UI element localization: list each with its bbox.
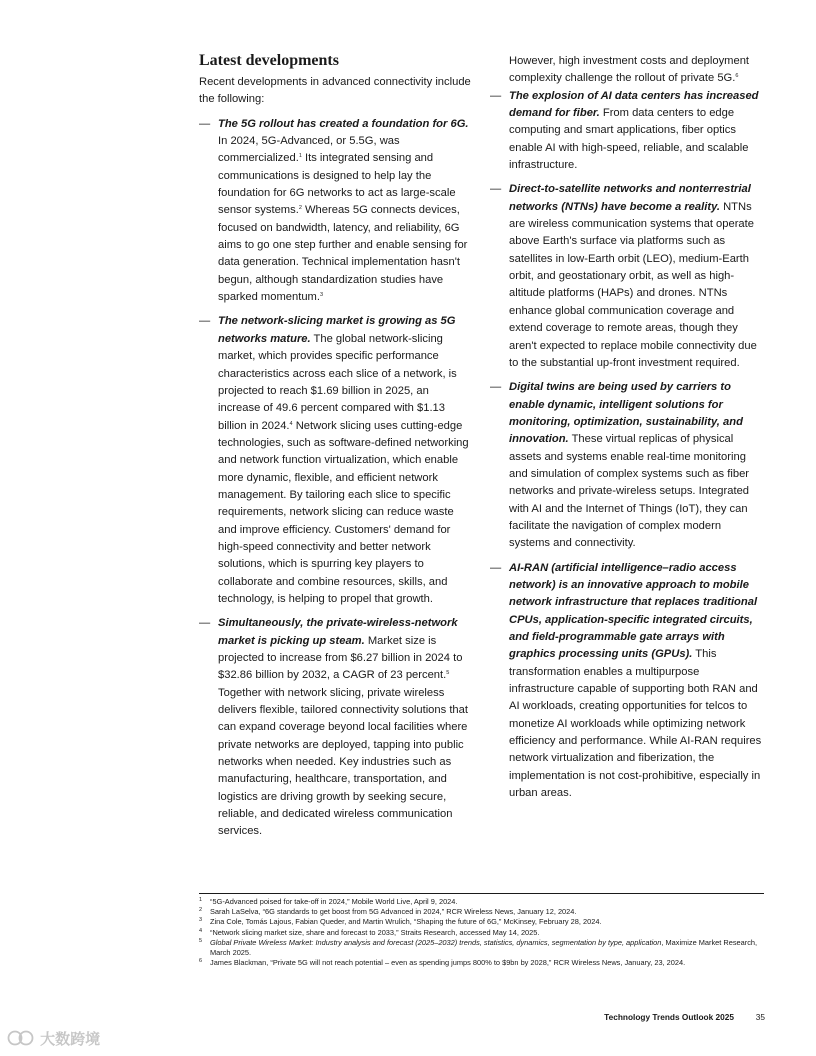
right-column (490, 50, 765, 802)
bullet-lead: Direct-to-satellite networks and nonterrestrial networks (NTNs) have become a reality. (509, 183, 751, 213)
bullet-item (199, 313, 473, 608)
text-run: NTNs are wireless communication systems that operate above Earth's surface via platforms such as satellites in low-Earth orbit (LEO), medium-Earth orbit, and geostationary orbit, as well as high-altitude platforms (HAPs) and drones. NTNs enhance global communication coverage and extend coverage to remote areas, though they aren't expected to replace mobile connectivity due to the substantial up-front investment required. (509, 200, 757, 369)
bullet-item (490, 88, 765, 175)
text-run: Zina Cole, Tomás Lajous, Fabian Queder, and Martin Wrulich, “Shaping the future of 6G,” McKinsey, February 28, 2024. (210, 917, 602, 927)
text-run: Sarah LaSelva, “6G standards to get boost from 5G Advanced in 2024,” RCR Wireless News, January 12, 2024. (210, 907, 577, 917)
bullet-text (509, 88, 765, 175)
left-column (199, 50, 473, 841)
bullet-lead: AI-RAN (artificial intelligence–radio access network) is an innovative approach to mobile network infrastructure that replaces traditional CPUs, application-specific integrated circuits, and field-programmable gate arrays with graphics processing units (GPUs). (509, 561, 758, 661)
watermark-text: 大数跨境 (40, 1031, 101, 1048)
footnote-item (199, 917, 764, 927)
text-run: , Maximize Market Research, March 2025. (210, 937, 758, 958)
text-run: Network slicing uses cutting-edge technologies, such as software-defined networking and network function virtualization, which enable more dynamic, flexible, and efficient network management. By tailoring each slice to specific requirements, network slicing can reduce waste and improve efficiency. Customers' demand for high-speed connectivity and better network solutions, which is spurring key players to collaborate and combine resources, skills, and technology, is helping to propel that growth. (218, 419, 469, 605)
bullet-text (509, 379, 765, 552)
continued-paragraph (509, 53, 765, 88)
bullet-text (509, 181, 765, 372)
bullet-dash: — (490, 183, 502, 196)
bullet-item (199, 116, 473, 307)
text-run: These virtual replicas of physical assets and systems enable real-time monitoring and simulation of complex systems such as fiber networks and private-wireless setups. Integrated with AI and the Internet of Things (IoT), they can facilitate the navigation of complex modern systems and connectivity. (509, 433, 750, 550)
bullet-item (490, 181, 765, 372)
footnote-item (199, 897, 764, 907)
footnote-number: 5 (199, 937, 203, 944)
text-run: Together with network slicing, private wireless delivers flexible, tailored connectivity solutions that can expand coverage beyond local facilities where private networks are deployed, tapping into public networks when needed. Key industries such as manufacturing, healthcare, transportation, and logistics are driving growth by seeking secure, reliable, and dedicated wireless communication services. (218, 686, 468, 838)
footnote-number: 1 (199, 897, 203, 903)
text-run: The global network-slicing market, which provides specific performance characteristics across each slice of a network, is projected to reach $1.69 billion in 2025, an increase of 49.6 percent compared with $1.13 billion in 2024. (218, 332, 457, 432)
text-run: Market size is projected to increase from $6.27 billion in 2024 to $32.86 billion by 2032, a CAGR of 23 percent. (218, 634, 463, 682)
bullet-text (218, 615, 473, 840)
footnote-number: 2 (199, 907, 203, 914)
bullet-dash: — (199, 117, 211, 130)
bullet-lead: Digital twins are being used by carriers to enable dynamic, intelligent solutions for monitoring, optimization, sustainability, and innovation. (509, 381, 743, 446)
footnote-ref: 2 (298, 205, 302, 212)
bullet-item (490, 560, 765, 803)
text-run: In 2024, 5G-Advanced, or 5.5G, was commercialized. (218, 135, 400, 165)
bullet-text (218, 313, 473, 608)
bullet-dash: — (490, 381, 502, 394)
text-run: “5G-Advanced poised for take-off in 2024,” Mobile World Live, April 9, 2024. (210, 897, 458, 906)
watermark (6, 1028, 100, 1049)
footnote-item (199, 907, 764, 917)
footnote-ref: 5 (446, 670, 450, 677)
bullet-dash: — (490, 561, 502, 574)
text-run: Whereas 5G connects devices, focused on bandwidth, latency, and reliability, 6G aims to go one step further and enable sensing for data generation. Technical implementation hasn't begun, although standardization studies have sparked momentum. (218, 204, 468, 304)
text-run: “Network slicing market size, share and forecast to 2033,” Straits Research, accessed May 14, 2025. (210, 927, 540, 937)
bullet-lead: The 5G rollout has created a foundation for 6G. (218, 117, 469, 130)
footnote-item (199, 958, 764, 968)
section-intro: Recent developments in advanced connectivity include the following: (199, 76, 471, 106)
footnote-item (199, 928, 764, 938)
text-run: However, high investment costs and deployment complexity challenge the rollout of private 5G. (509, 55, 750, 85)
watermark-logo-icon (6, 1029, 36, 1047)
footnote-ref: 4 (289, 420, 293, 427)
bullet-item (199, 615, 473, 840)
bullet-item (490, 379, 765, 552)
italic-text: Global Private Wireless Market: Industry analysis and forecast (2025–2032) trends, statistics, dynamics, segmentation by type, application (210, 937, 662, 947)
report-title: Technology Trends Outlook 2025 (604, 1012, 734, 1022)
bullet-dash: — (199, 617, 211, 630)
bullet-text (509, 560, 765, 803)
footnote-ref: 6 (735, 73, 739, 80)
text-run: This transformation enables a multipurpose infrastructure capable of supporting both RAN and AI workloads, creating opportunities for telcos to monetize AI workloads while optimizing network efficiency and performance. While AI-RAN requires network virtualization and fiberization, the implementation is not cost-prohibitive, especially in urban areas. (509, 648, 762, 800)
footnotes (199, 893, 764, 968)
footnote-number: 4 (199, 927, 203, 934)
footnote-ref: 1 (298, 153, 302, 160)
text-run: From data centers to edge computing and smart applications, fiber optics enable AI with high-speed, reliable, and scalable infrastructure. (509, 107, 749, 172)
section-heading: Latest developments (199, 52, 339, 69)
bullet-lead: The network-slicing market is growing as 5G networks mature. (218, 315, 456, 345)
text-run: Its integrated sensing and communications is designed to help lay the foundation for 6G networks to act as large-scale sensor systems. (218, 152, 456, 217)
bullet-lead: Simultaneously, the private-wireless-network market is picking up steam. (218, 617, 458, 647)
page-number: 35 (755, 1012, 765, 1022)
footnote-ref: 3 (319, 292, 324, 299)
bullet-lead: The explosion of AI data centers has increased demand for fiber. (509, 89, 759, 120)
right-bullet-list (490, 88, 765, 803)
bullet-dash: — (199, 315, 211, 328)
footnote-number: 3 (199, 917, 203, 924)
text-run: James Blackman, “Private 5G will not reach potential – even as spending jumps 800% to $9bn by 2028,” RCR Wireless News, January, 23, 2024. (210, 958, 686, 968)
footnote-item (199, 938, 764, 958)
footnote-number: 6 (199, 958, 203, 965)
bullet-dash: — (490, 89, 502, 102)
left-bullet-list (199, 116, 473, 841)
bullet-text (218, 116, 473, 307)
